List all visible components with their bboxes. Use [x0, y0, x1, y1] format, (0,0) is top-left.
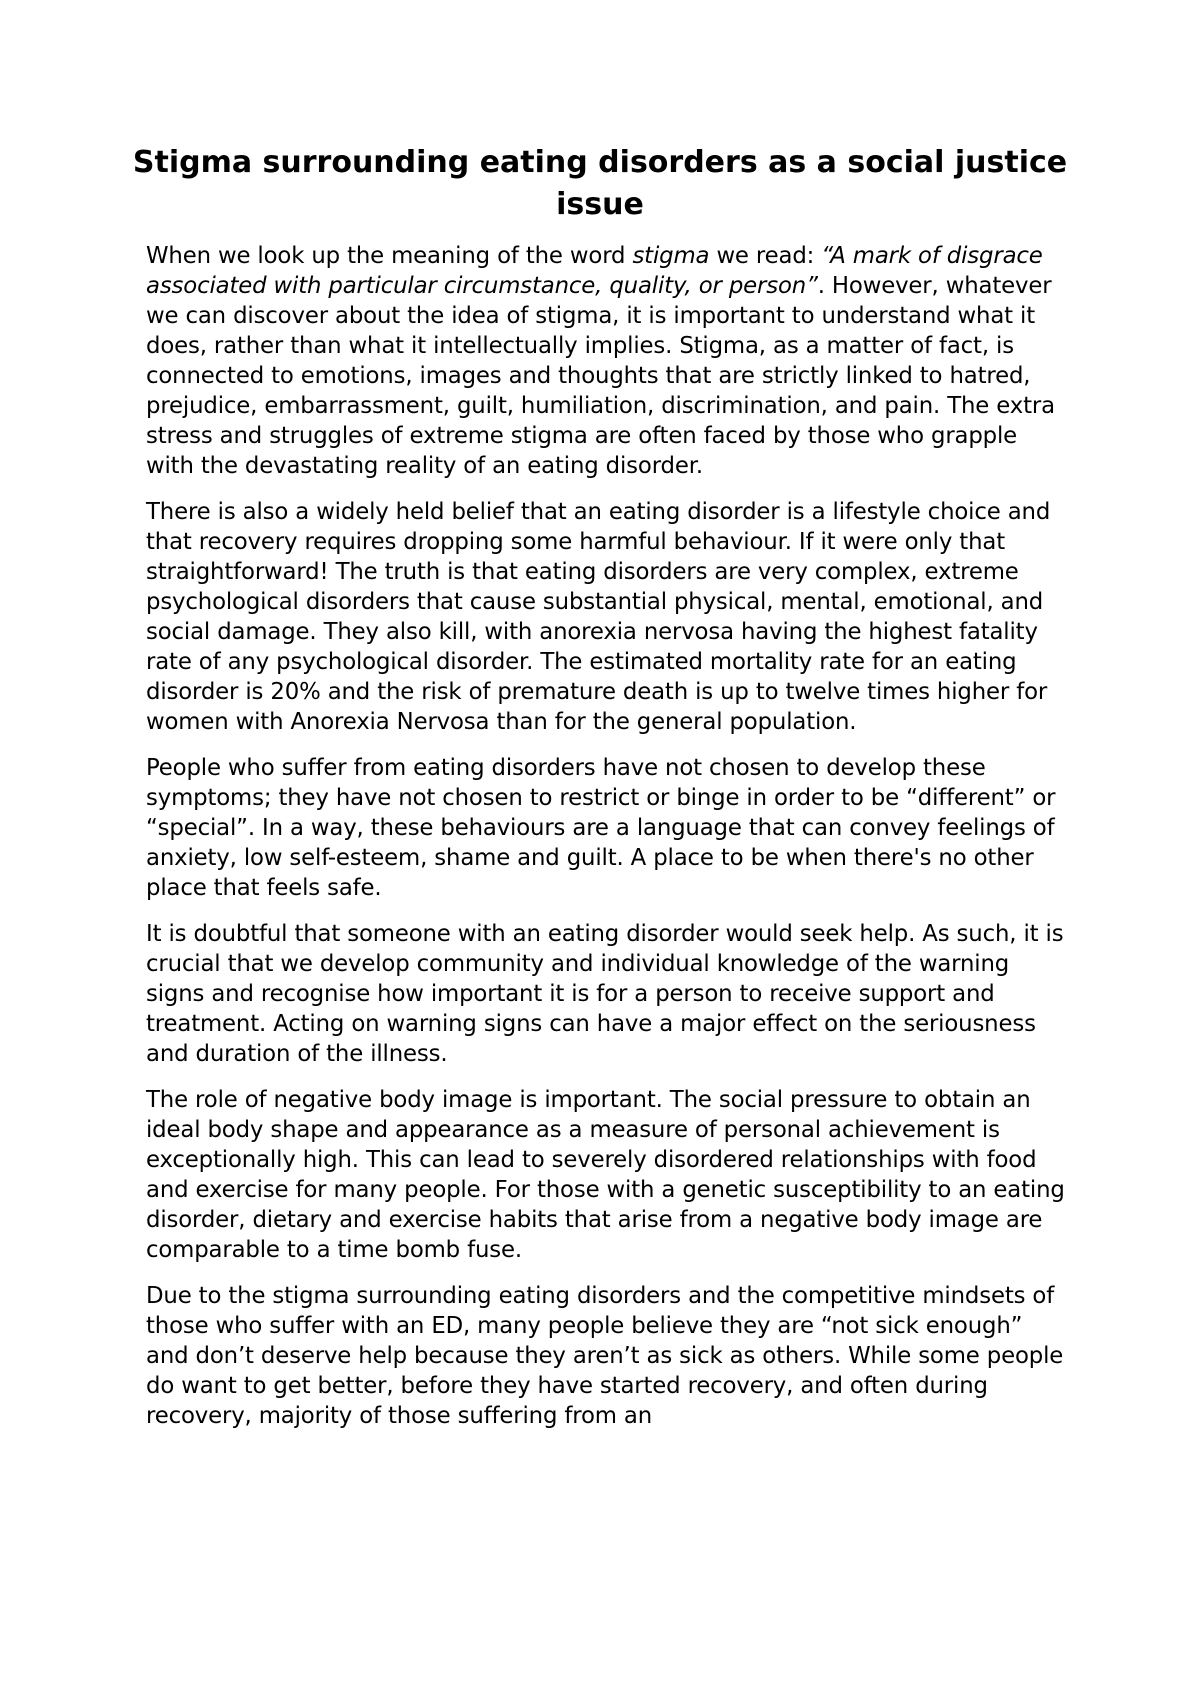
stigma-term: stigma [632, 243, 710, 269]
paragraph-lifestyle-belief: There is also a widely held belief that an eating disorder is a lifestyle choice and that recovery requires dropping some harmful behaviour. If it were only that straightforward! The truth is that eating disorders are very complex, extreme psychological disorders that cause substantial physical, mental, emotional, and social damage. They also kill, with anorexia nervosa having the highest fatality rate of any psychological disorder. The estimated mortality rate for an eating disorder is 20% and the risk of premature death is up to twelve times higher for women with Anorexia Nervosa than for the general population. [146, 499, 1051, 735]
paragraph-intro: When we look up the meaning of the word [146, 243, 633, 269]
paragraph-not-sick-enough: Due to the stigma surrounding eating disorders and the competitive mindsets of those who suffer with an ED, many people believe they are “not sick enough” and don’t deserve help because they aren’t as sick as others. While some people do want to get better, before they have started recovery, and often during recovery, majority of those suffering from an [146, 1283, 1064, 1429]
paragraph-mid: we read: [709, 243, 822, 269]
paragraph-stigma-definition [146, 241, 1071, 481]
document-title: Stigma surrounding eating disorders as a social justice issue [132, 145, 1068, 222]
paragraph-body-image: The role of negative body image is important. The social pressure to obtain an ideal body shape and appearance as a measure of personal achievement is exceptionally high. This can lead to severely disordered relationships with food and exercise for many people. For those with a genetic susceptibility to an eating disorder, dietary and exercise habits that arise from a negative body image are comparable to a time bomb fuse. [146, 1087, 1065, 1263]
paragraph-not-chosen: People who suffer from eating disorders have not chosen to develop these symptoms; they have not chosen to restrict or binge in order to be “different” or “special”. In a way, these behaviours are a language that can convey feelings of anxiety, low self-esteem, shame and guilt. A place to be when there's no other place that feels safe. [146, 755, 1056, 901]
paragraph-rest: . However, whatever we can discover about the idea of stigma, it is important to understand what it does, rather than what it intellectually implies. Stigma, as a matter of fact, is connected to emotions, images and thoughts that are strictly linked to hatred, prejudice, embarrassment, guilt, humiliation, discrimination, and pain. The extra stress and struggles of extreme stigma are often faced by those who grapple with the devastating reality of an eating disorder. [146, 273, 1055, 479]
document-body [146, 241, 1071, 1447]
paragraph-seeking-help: It is doubtful that someone with an eating disorder would seek help. As such, it is crucial that we develop community and individual knowledge of the warning signs and recognise how important it is for a person to receive support and treatment. Acting on warning signs can have a major effect on the seriousness and duration of the illness. [146, 921, 1064, 1067]
stigma-definition-quote: “A mark of disgrace associated with particular circumstance, quality, or person” [146, 243, 1043, 299]
